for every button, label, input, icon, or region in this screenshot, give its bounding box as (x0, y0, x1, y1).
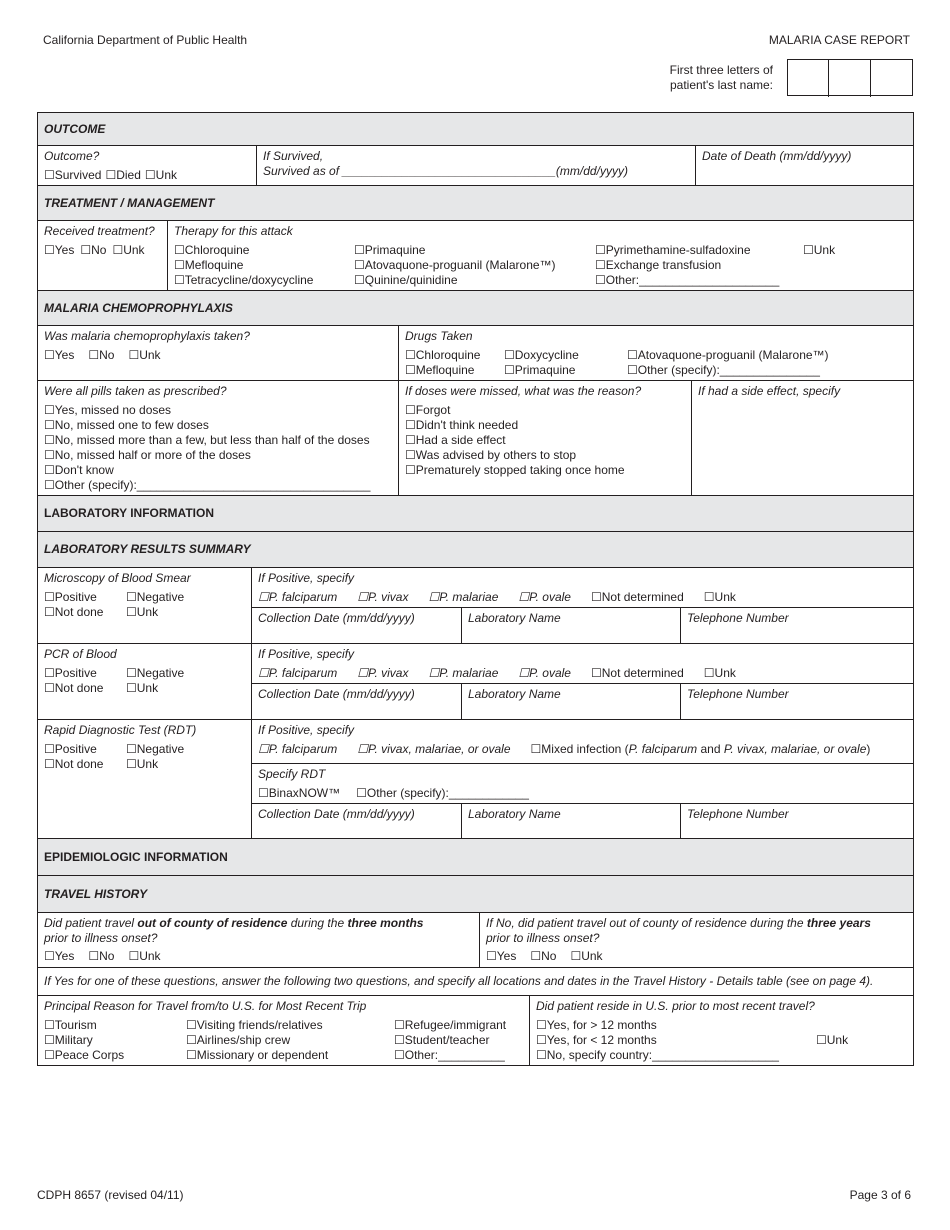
chemoprophylaxis-table (37, 290, 914, 496)
last-name-prompt-line2: patient's last name: (669, 78, 773, 92)
received-treatment-label: Received treatment? (44, 224, 155, 238)
pills-prescribed-cell (38, 381, 399, 496)
q1-text-post: prior to illness onset? (44, 931, 158, 945)
reside-no-country-field[interactable]: ☐No, specify country:___________________ (536, 1048, 779, 1062)
microscopy-not-determined-checkbox[interactable]: ☐Not determined (590, 590, 684, 604)
drug-atovaquone-checkbox[interactable]: ☐Atovaquone-proguanil (Malarone™) (627, 348, 829, 362)
therapy-chloroquine-checkbox[interactable]: ☐Chloroquine (174, 243, 250, 257)
microscopy-cell (38, 568, 252, 644)
therapy-tetracycline-checkbox[interactable]: ☐Tetracycline/doxycycline (174, 273, 314, 287)
pcr-malariae-checkbox[interactable]: ☐P. malariae (428, 666, 499, 680)
missed-reason-cell (399, 381, 692, 496)
pcr-species-options (258, 666, 907, 681)
travel-three-months-options (44, 949, 473, 964)
chemo-no-checkbox[interactable]: ☐No (88, 348, 115, 362)
pcr-species-unk-checkbox[interactable]: ☐Unk (703, 666, 736, 680)
q1-text-mid: during the (287, 916, 348, 930)
rdt-results-row1 (44, 742, 245, 757)
specify-rdt-label: Specify RDT (258, 767, 326, 781)
therapy-col-2 (354, 243, 595, 288)
pcr-results-row1 (44, 666, 245, 681)
microscopy-falciparum-checkbox[interactable]: ☐P. falciparum (258, 590, 338, 604)
chemo-unk-checkbox[interactable]: ☐Unk (128, 348, 161, 362)
rdt-mixed-and: and (697, 742, 724, 756)
drug-chloroquine-checkbox[interactable]: ☐Chloroquine (405, 348, 481, 362)
therapy-primaquine-checkbox[interactable]: ☐Primaquine (354, 243, 426, 257)
pills-missed-none-checkbox[interactable]: ☐Yes, missed no doses (44, 403, 172, 417)
treatment-table (37, 185, 914, 291)
reason-not-needed-checkbox[interactable]: ☐Didn't think needed (405, 418, 519, 432)
reason-military-checkbox[interactable]: ☐Military (44, 1033, 93, 1047)
microscopy-if-positive-label: If Positive, specify (258, 571, 355, 585)
chemo-taken-cell (38, 326, 399, 381)
pcr-collection-date-label: Collection Date (mm/dd/yyyy) (258, 687, 415, 701)
pills-missed-less-half-checkbox[interactable]: ☐No, missed more than a few, but less than half of the doses (44, 433, 370, 447)
lab-subsection-header: LABORATORY RESULTS SUMMARY (38, 532, 914, 568)
microscopy-not-done-checkbox[interactable]: ☐Not done (44, 605, 104, 619)
microscopy-telephone-cell[interactable] (681, 608, 914, 644)
therapy-col-1 (174, 243, 354, 288)
rdt-lab-name-label: Laboratory Name (468, 807, 561, 821)
reason-stopped-home-checkbox[interactable]: ☐Prematurely stopped taking once home (405, 463, 625, 477)
reside-unk-col (816, 1018, 848, 1048)
rdt-vivax-malariae-ovale-checkbox[interactable]: ☐P. vivax, malariae, or ovale (357, 742, 511, 756)
outcome-section-header: OUTCOME (38, 113, 914, 146)
q1-text-bold1: out of county of residence (137, 916, 288, 930)
rdt-telephone-cell[interactable] (681, 804, 914, 839)
pcr-collection-date-cell[interactable] (252, 684, 462, 720)
microscopy-malariae-checkbox[interactable]: ☐P. malariae (428, 590, 499, 604)
microscopy-vivax-checkbox[interactable]: ☐P. vivax (357, 590, 409, 604)
therapy-col-4 (803, 243, 835, 258)
chemo-taken-options (44, 348, 392, 363)
lab-section-header: LABORATORY INFORMATION (38, 496, 914, 532)
pcr-ovale-checkbox[interactable]: ☐P. ovale (518, 666, 571, 680)
rdt-positive-checkbox[interactable]: ☐Positive (44, 742, 97, 756)
laboratory-table (37, 495, 914, 839)
chemo-taken-label: Was malaria chemoprophylaxis taken? (44, 329, 250, 343)
outcome-table (37, 112, 914, 186)
page-number: Page 3 of 6 (849, 1188, 911, 1202)
rdt-mixed-prefix: ☐Mixed infection ( (530, 742, 629, 756)
pcr-telephone-cell[interactable] (681, 684, 914, 720)
travel-instruction: If Yes for one of these questions, answer the following two questions, and specify all locations and dates in the Travel History - Details table (see on page 4). (44, 974, 874, 988)
therapy-label: Therapy for this attack (174, 224, 293, 238)
rdt-cell (38, 720, 252, 839)
pcr-falciparum-checkbox[interactable]: ☐P. falciparum (258, 666, 338, 680)
outcome-survived-checkbox[interactable]: ☐Survived (44, 168, 102, 182)
q2-unk-checkbox[interactable]: ☐Unk (570, 949, 603, 963)
last-name-prompt-line1: First three letters of (669, 63, 773, 77)
travel-history-header: TRAVEL HISTORY (38, 876, 914, 913)
rdt-collection-date-label: Collection Date (mm/dd/yyyy) (258, 807, 415, 821)
epidemiologic-table (37, 838, 914, 1066)
rdt-lab-name-cell[interactable] (462, 804, 681, 839)
q2-no-checkbox[interactable]: ☐No (530, 949, 557, 963)
q1-text-pre: Did patient travel (44, 916, 138, 930)
received-yes-checkbox[interactable]: ☐Yes (44, 243, 75, 257)
received-no-checkbox[interactable]: ☐No (80, 243, 107, 257)
travel-three-months-cell (38, 913, 480, 968)
pills-other-field[interactable]: ☐Other (specify):___________________________________ (44, 478, 371, 492)
travel-three-years-question (486, 916, 907, 946)
rdt-unk-checkbox[interactable]: ☐Unk (126, 757, 159, 771)
rdt-mixed-others: P. vivax, malariae, or ovale (723, 742, 867, 756)
pcr-not-determined-checkbox[interactable]: ☐Not determined (590, 666, 684, 680)
pcr-negative-checkbox[interactable]: ☐Negative (126, 666, 185, 680)
reason-tourism-checkbox[interactable]: ☐Tourism (44, 1018, 97, 1032)
pcr-lab-name-cell[interactable] (462, 684, 681, 720)
therapy-other-field[interactable]: ☐Other:_____________________ (595, 273, 780, 287)
pcr-species-cell (252, 644, 914, 684)
pills-dont-know-checkbox[interactable]: ☐Don't know (44, 463, 114, 477)
therapy-unk-checkbox[interactable]: ☐Unk (803, 243, 836, 257)
rdt-mixed-infection-checkbox[interactable] (531, 742, 871, 757)
microscopy-negative-checkbox[interactable]: ☐Negative (126, 590, 185, 604)
reside-under-12-checkbox[interactable]: ☐Yes, for < 12 months (536, 1033, 657, 1047)
microscopy-unk-checkbox[interactable]: ☐Unk (126, 605, 159, 619)
q1-text-bold2: three months (347, 916, 424, 930)
rdt-collection-date-cell[interactable] (252, 804, 462, 839)
reason-col-3 (394, 1018, 506, 1063)
rdt-mixed-suffix: ) (866, 742, 871, 756)
outcome-label: Outcome? (44, 149, 100, 163)
reason-peace-corps-checkbox[interactable]: ☐Peace Corps (44, 1048, 125, 1062)
pills-missed-few-checkbox[interactable]: ☐No, missed one to few doses (44, 418, 209, 432)
q2-text-bold: three years (806, 916, 871, 930)
rdt-type-options (258, 786, 907, 801)
therapy-quinine-checkbox[interactable]: ☐Quinine/quinidine (354, 273, 458, 287)
travel-three-months-question (44, 916, 473, 946)
microscopy-telephone-label: Telephone Number (687, 611, 789, 625)
drugs-col-3 (627, 348, 829, 378)
outcome-options (44, 168, 250, 183)
outcome-cell (38, 146, 257, 186)
pcr-lab-name-label: Laboratory Name (468, 687, 561, 701)
microscopy-collection-date-label: Collection Date (mm/dd/yyyy) (258, 611, 415, 625)
last-name-letter-boxes (787, 59, 913, 96)
travel-three-years-options (486, 949, 907, 964)
therapy-pyrimethamine-checkbox[interactable]: ☐Pyrimethamine-sulfadoxine (595, 243, 751, 257)
form-id: CDPH 8657 (revised 04/11) (37, 1188, 184, 1202)
drug-other-field[interactable]: ☐Other (specify):_______________ (627, 363, 820, 377)
rdt-negative-checkbox[interactable]: ☐Negative (126, 742, 185, 756)
microscopy-species-unk-checkbox[interactable]: ☐Unk (703, 590, 736, 604)
q1-unk-checkbox[interactable]: ☐Unk (128, 949, 161, 963)
date-of-death-label: Date of Death (mm/dd/yyyy) (702, 149, 852, 163)
reside-over-12-checkbox[interactable]: ☐Yes, for > 12 months (536, 1018, 657, 1032)
drug-mefloquine-checkbox[interactable]: ☐Mefloquine (405, 363, 475, 377)
treatment-section-header: TREATMENT / MANAGEMENT (38, 186, 914, 221)
pcr-vivax-checkbox[interactable]: ☐P. vivax (357, 666, 409, 680)
pcr-if-positive-label: If Positive, specify (258, 647, 355, 661)
travel-reason-label: Principal Reason for Travel from/to U.S. for Most Recent Trip (44, 999, 367, 1013)
drugs-taken-label: Drugs Taken (405, 329, 473, 343)
last-name-letter-1[interactable] (788, 60, 829, 97)
reason-forgot-checkbox[interactable]: ☐Forgot (405, 403, 451, 417)
microscopy-species-cell (252, 568, 914, 608)
last-name-prompt (620, 63, 773, 93)
pcr-cell (38, 644, 252, 720)
travel-instruction-cell (38, 968, 914, 996)
pills-missed-half-checkbox[interactable]: ☐No, missed half or more of the doses (44, 448, 251, 462)
pcr-results-row2 (44, 681, 245, 696)
microscopy-results-row1 (44, 590, 245, 605)
microscopy-label: Microscopy of Blood Smear (44, 571, 191, 585)
q2-yes-checkbox[interactable]: ☐Yes (486, 949, 517, 963)
microscopy-collection-date-cell[interactable] (252, 608, 462, 644)
survived-label: If Survived, (263, 149, 324, 163)
therapy-mefloquine-checkbox[interactable]: ☐Mefloquine (174, 258, 244, 272)
epi-section-header: EPIDEMIOLOGIC INFORMATION (38, 839, 914, 876)
last-name-letter-3[interactable] (871, 60, 912, 97)
microscopy-lab-name-label: Laboratory Name (468, 611, 561, 625)
missed-reason-label: If doses were missed, what was the reason? (405, 384, 642, 398)
rdt-falciparum-checkbox[interactable]: ☐P. falciparum (258, 742, 338, 756)
q1-no-checkbox[interactable]: ☐No (88, 949, 115, 963)
rdt-if-positive-label: If Positive, specify (258, 723, 355, 737)
drugs-taken-cell (399, 326, 914, 381)
survived-as-of-field[interactable]: Survived as of ________________________________(mm/dd/yyyy) (263, 164, 628, 178)
rdt-species-options (258, 742, 907, 757)
rdt-not-done-checkbox[interactable]: ☐Not done (44, 757, 104, 771)
microscopy-species-options (258, 590, 907, 605)
side-effect-cell[interactable] (692, 381, 914, 496)
rdt-label: Rapid Diagnostic Test (RDT) (44, 723, 197, 737)
received-treatment-cell (38, 221, 168, 291)
drugs-col-1 (405, 348, 504, 378)
pills-prescribed-label: Were all pills taken as prescribed? (44, 384, 227, 398)
pcr-positive-checkbox[interactable]: ☐Positive (44, 666, 97, 680)
drugs-col-2 (504, 348, 627, 378)
reason-side-effect-checkbox[interactable]: ☐Had a side effect (405, 433, 506, 447)
reason-refugee-checkbox[interactable]: ☐Refugee/immigrant (394, 1018, 507, 1032)
received-treatment-options (44, 243, 161, 258)
survived-cell (257, 146, 696, 186)
chemo-section-header: MALARIA CHEMOPROPHYLAXIS (38, 291, 914, 326)
pcr-unk-checkbox[interactable]: ☐Unk (126, 681, 159, 695)
q2-text-pre: If No, did patient travel out of county of residence during the (486, 916, 807, 930)
rdt-binaxnow-checkbox[interactable]: ☐BinaxNOW™ (258, 786, 341, 800)
specify-rdt-cell (252, 764, 914, 804)
rdt-results-row2 (44, 757, 245, 772)
pcr-not-done-checkbox[interactable]: ☐Not done (44, 681, 104, 695)
drug-doxycycline-checkbox[interactable]: ☐Doxycycline (504, 348, 579, 362)
last-name-letter-2[interactable] (829, 60, 870, 97)
therapy-exchange-transfusion-checkbox[interactable]: ☐Exchange transfusion (595, 258, 722, 272)
reason-student-checkbox[interactable]: ☐Student/teacher (394, 1033, 490, 1047)
date-of-death-cell[interactable] (696, 146, 914, 186)
pcr-telephone-label: Telephone Number (687, 687, 789, 701)
microscopy-ovale-checkbox[interactable]: ☐P. ovale (518, 590, 571, 604)
reason-crew-checkbox[interactable]: ☐Airlines/ship crew (186, 1033, 291, 1047)
rdt-species-cell (252, 720, 914, 764)
travel-reason-cell (38, 996, 530, 1066)
microscopy-positive-checkbox[interactable]: ☐Positive (44, 590, 97, 604)
rdt-mixed-falciparum: P. falciparum (628, 742, 698, 756)
reason-col-2 (186, 1018, 394, 1063)
therapy-atovaquone-checkbox[interactable]: ☐Atovaquone-proguanil (Malarone™) (354, 258, 556, 272)
reside-unk-checkbox[interactable]: ☐Unk (816, 1033, 849, 1047)
rdt-telephone-label: Telephone Number (687, 807, 789, 821)
chemo-yes-checkbox[interactable]: ☐Yes (44, 348, 75, 362)
reason-advised-stop-checkbox[interactable]: ☐Was advised by others to stop (405, 448, 577, 462)
therapy-cell (168, 221, 914, 291)
microscopy-results-row2 (44, 605, 245, 620)
reason-visiting-checkbox[interactable]: ☐Visiting friends/relatives (186, 1018, 323, 1032)
side-effect-label: If had a side effect, specify (698, 384, 841, 398)
q2-text-post: prior to illness onset? (486, 931, 600, 945)
received-unk-checkbox[interactable]: ☐Unk (112, 243, 145, 257)
drug-primaquine-checkbox[interactable]: ☐Primaquine (504, 363, 576, 377)
reason-other-field[interactable]: ☐Other:__________ (394, 1048, 505, 1062)
travel-three-years-cell (480, 913, 914, 968)
microscopy-lab-name-cell[interactable] (462, 608, 681, 644)
pcr-label: PCR of Blood (44, 647, 117, 661)
outcome-unk-checkbox[interactable]: ☐Unk (144, 168, 177, 182)
q1-yes-checkbox[interactable]: ☐Yes (44, 949, 75, 963)
therapy-col-3 (595, 243, 803, 288)
reason-col-1 (44, 1018, 186, 1063)
reside-us-cell (530, 996, 914, 1066)
reside-options-col (536, 1018, 816, 1063)
reason-missionary-checkbox[interactable]: ☐Missionary or dependent (186, 1048, 329, 1062)
outcome-died-checkbox[interactable]: ☐Died (105, 168, 141, 182)
reside-us-label: Did patient reside in U.S. prior to most recent travel? (536, 999, 815, 1013)
org-name: California Department of Public Health (43, 33, 248, 47)
rdt-other-field[interactable]: ☐Other (specify):____________ (356, 786, 529, 800)
form-title: MALARIA CASE REPORT (768, 33, 910, 47)
